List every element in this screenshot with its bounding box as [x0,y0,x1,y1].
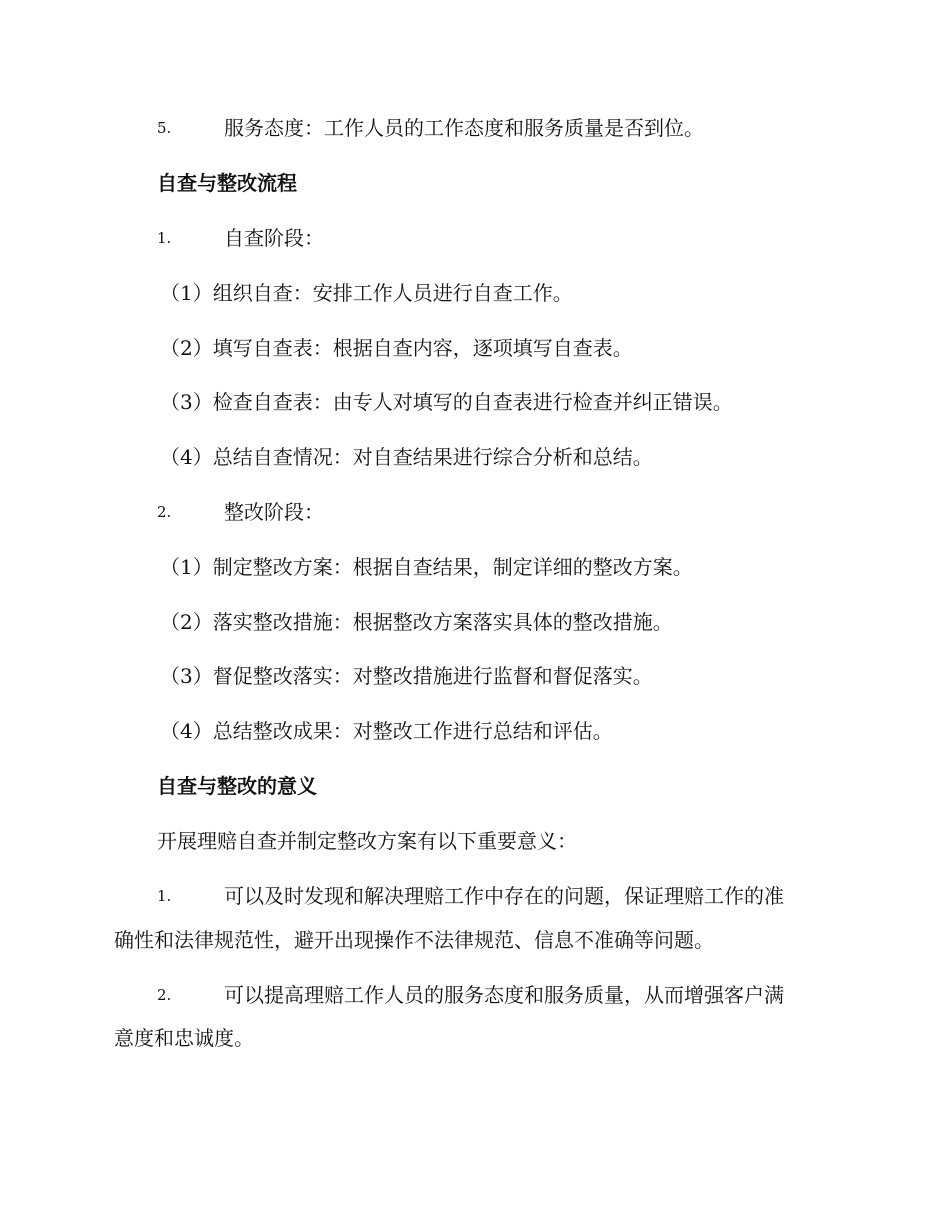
list-number: 5. [157,119,172,137]
list-number: 1. [157,887,172,905]
intro-paragraph: 开展理赔自查并制定整改方案有以下重要意义： [157,829,577,853]
list-number: 2. [157,986,172,1004]
sub-item: （2）落实整改措施：根据整改方案落实具体的整改措施。 [160,610,673,634]
list-item-text: 自查阶段： [224,226,324,250]
sub-item: （3）督促整改落实：对整改措施进行监督和督促落实。 [160,664,653,688]
paragraph-line: 意度和忠诚度。 [114,1026,254,1050]
list-item-text: 服务态度：工作人员的工作态度和服务质量是否到位。 [224,116,704,140]
sub-item: （1）组织自查：安排工作人员进行自查工作。 [160,281,573,305]
section-heading-process: 自查与整改流程 [157,171,297,195]
list-number: 1. [157,229,172,247]
paragraph-line: 确性和法律规范性，避开出现操作不法律规范、信息不准确等问题。 [114,928,714,952]
sub-item: （2）填写自查表：根据自查内容，逐项填写自查表。 [160,336,633,360]
section-heading-meaning: 自查与整改的意义 [157,774,317,798]
sub-item: （4）总结自查情况：对自查结果进行综合分析和总结。 [160,445,653,469]
sub-item: （4）总结整改成果：对整改工作进行总结和评估。 [160,719,613,743]
list-number: 2. [157,503,172,521]
sub-item: （1）制定整改方案：根据自查结果，制定详细的整改方案。 [160,555,693,579]
sub-item: （3）检查自查表：由专人对填写的自查表进行检查并纠正错误。 [160,390,733,414]
paragraph-line: 可以及时发现和解决理赔工作中存在的问题，保证理赔工作的准 [224,884,784,908]
paragraph-line: 可以提高理赔工作人员的服务态度和服务质量，从而增强客户满 [224,983,784,1007]
list-item-text: 整改阶段： [224,500,324,524]
